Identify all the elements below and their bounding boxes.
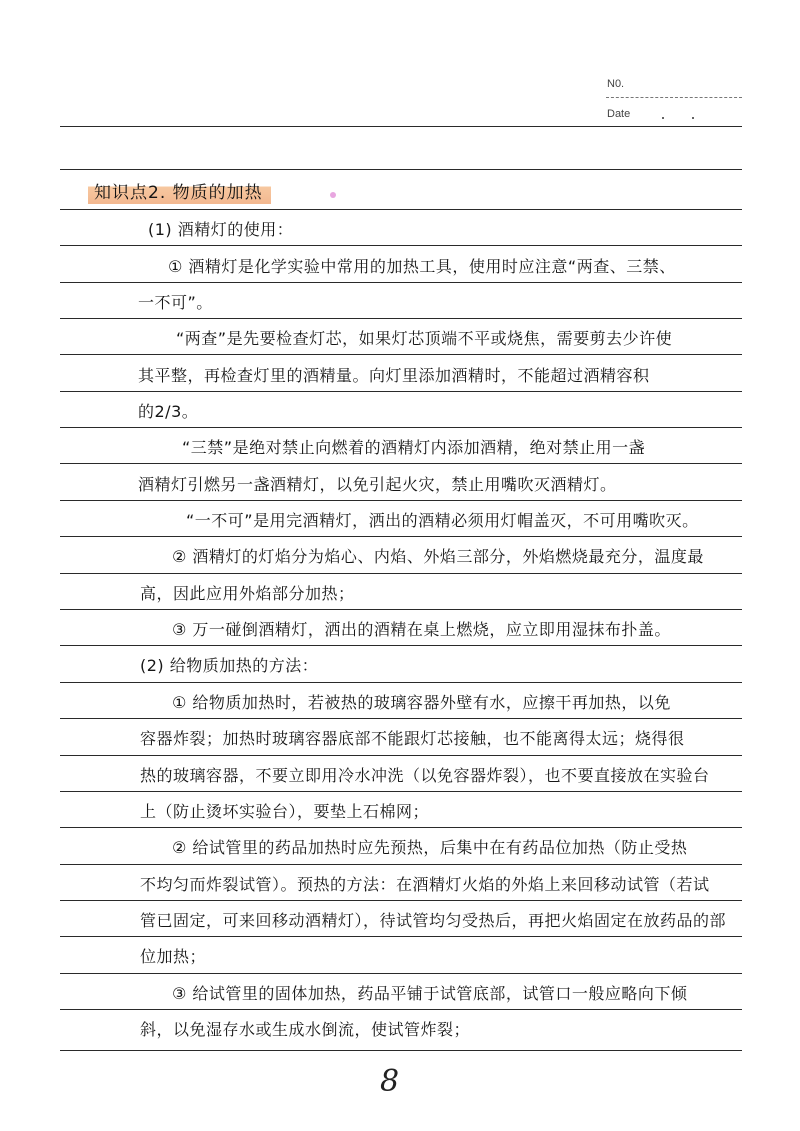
ruled-line — [60, 755, 742, 756]
text-line: 其平整，再检查灯里的酒精量。向灯里添加酒精时，不能超过酒精容积 — [138, 366, 650, 385]
text-line: 位加热； — [140, 947, 207, 966]
text-line: ③ 给试管里的固体加热，药品平铺于试管底部，试管口一般应略向下倾 — [172, 984, 688, 1003]
ruled-line — [60, 1050, 742, 1051]
ruled-line — [60, 682, 742, 683]
ruled-line — [60, 864, 742, 865]
date-dot — [662, 117, 664, 119]
text-line: 高，因此应用外焰部分加热； — [140, 584, 355, 603]
text-line: “一不可”是用完酒精灯，洒出的酒精必须用灯帽盖灭，不可用嘴吹灭。 — [186, 511, 699, 530]
text-line: ③ 万一碰倒酒精灯，洒出的酒精在桌上燃烧，应立即用湿抹布扑盖。 — [172, 620, 671, 639]
text-line: 上（防止烫坏实验台），要垫上石棉网； — [140, 802, 430, 821]
text-line: (1) 酒精灯的使用： — [148, 220, 294, 239]
ruled-line — [60, 209, 742, 210]
number-dashed-line — [606, 97, 742, 98]
text-line: 不均匀而炸裂试管）。预热的方法：在酒精灯火焰的外焰上来回移动试管（若试 — [140, 875, 710, 894]
ruled-line — [60, 169, 742, 170]
page-number: 8 — [380, 1064, 400, 1099]
text-line: ② 酒精灯的灯焰分为焰心、内焰、外焰三部分，外焰燃烧最充分，温度最 — [172, 547, 704, 566]
text-line: ① 酒精灯是化学实验中常用的加热工具，使用时应注意“两查、三禁、 — [168, 257, 676, 276]
text-line: 的2/3。 — [138, 402, 199, 421]
ruled-line — [60, 126, 742, 127]
date-label: Date — [607, 108, 631, 120]
highlight-dot — [330, 192, 336, 198]
section-title-wrap — [88, 177, 271, 209]
ruled-line — [60, 973, 742, 974]
text-line: ① 给物质加热时，若被热的玻璃容器外壁有水，应擦干再加热，以免 — [172, 693, 671, 712]
ruled-line — [60, 573, 742, 574]
text-line: 容器炸裂；加热时玻璃容器底部不能跟灯芯接触，也不能离得太远；烧得很 — [140, 729, 685, 748]
number-label: N0. — [607, 78, 625, 90]
text-line: ② 给试管里的药品加热时应先预热，后集中在有药品位加热（防止受热 — [172, 838, 688, 857]
text-line: (2) 给物质加热的方法： — [140, 656, 319, 675]
text-line: “三禁”是绝对禁止向燃着的酒精灯内添加酒精，绝对禁止用一盏 — [182, 438, 646, 457]
text-line: 热的玻璃容器，不要立即用冷水冲洗（以免容器炸裂），也不要直接放在实验台 — [140, 766, 710, 785]
text-line: 管已固定，可来回移动酒精灯），待试管均匀受热后，再把火焰固定在放药品的部 — [140, 911, 727, 930]
text-line: “两查”是先要检查灯芯，如果灯芯顶端不平或烧焦，需要剪去少许使 — [176, 329, 673, 348]
date-dot — [692, 117, 694, 119]
section-title: 知识点2. 物质的加热 — [88, 177, 271, 209]
text-line: 酒精灯引燃另一盏酒精灯，以免引起火灾，禁止用嘴吹灭酒精灯。 — [138, 475, 617, 494]
text-line: 一不可”。 — [138, 293, 213, 312]
text-line: 斜，以免湿存水或生成水倒流，使试管炸裂； — [140, 1020, 471, 1039]
